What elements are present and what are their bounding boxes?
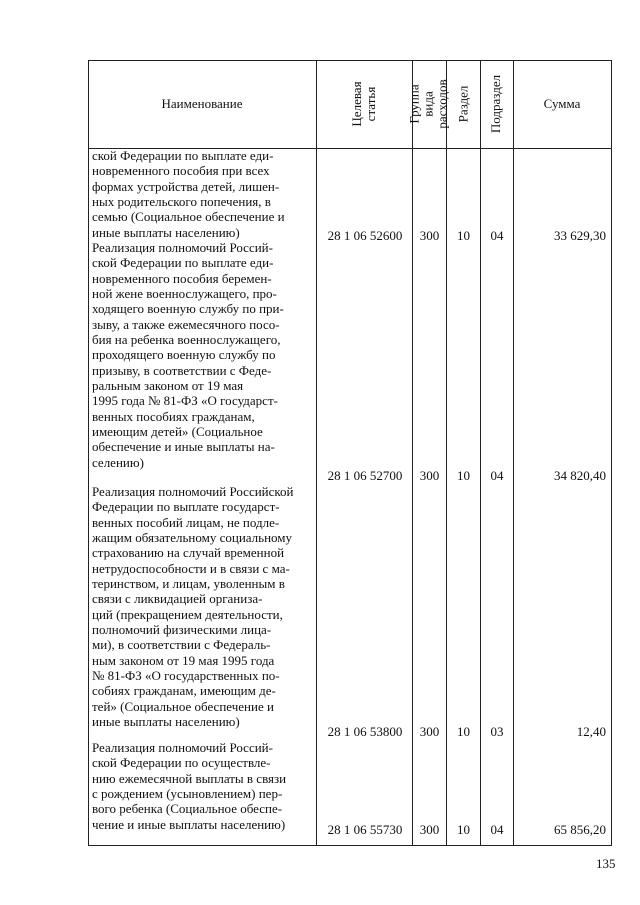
- row-amount: 65 856,20: [554, 822, 606, 837]
- row-code: 28 1 06 52600: [327, 228, 403, 243]
- row-code: 28 1 06 55730: [327, 822, 403, 837]
- header-subsection: [480, 60, 513, 148]
- row-name: Реализация полномочий Россий- ской Федерации по осуществле- нию ежемесячной выплаты в связи с рождением (усыновлением) пер- вого ребенка (Социальное обеспе- чение и иные выплаты населению): [92, 740, 287, 832]
- column-divider: [316, 60, 317, 846]
- header-name: Наименование: [161, 96, 243, 111]
- row-name: Реализация полномочий Россий- ской Федерации по выплате еди- новременного пособия беремен- ной жене военнослужащего, про- ходящего военную службу по при- зыву, а также ежемесячного посо- бия на ребенка военнослужащего, проходящего военную службу по призыву, в соответствии с Феде- ральным законом от 19 мая 1995 года № 81-ФЗ «О государст- венных пособиях гражданам, имеющим детей» (Социальное обеспечение и иные выплаты на- селению): [92, 240, 284, 470]
- row-section: 10: [457, 724, 470, 739]
- row-amount: 33 629,30: [554, 228, 606, 243]
- row-amount: 34 820,40: [554, 468, 606, 483]
- row-group: 300: [419, 724, 440, 739]
- row-subsection: 04: [490, 228, 504, 243]
- row-amount: 12,40: [576, 724, 606, 739]
- column-divider: [88, 60, 89, 846]
- header-expense-group-label: Группа вида расходов: [407, 79, 450, 129]
- row-name: Реализация полномочий Российской Федерации по выплате государст- венных пособий лицам, не подле- жащим обязательному социальному страхованию на случай временной нетрудоспособности и в связи с ма- теринством, и лицам, уволенным в связи с ликвидацией организа- ций (прекращением деятельности, полномочий физическими лица- ми), в соответствии с Федераль- ным законом от 19 мая 1995 года № 81-ФЗ «О государственных по- собиях гражданам, имеющим де- тей» (Социальное обеспечение и иные выплаты населению): [92, 484, 294, 730]
- header-target-article-label: Целевая статья: [349, 81, 378, 127]
- header-subsection-label: Подраздел: [488, 74, 504, 134]
- row-code: 28 1 06 52700: [327, 468, 403, 483]
- table-bottom-border: [88, 845, 612, 846]
- row-section: 10: [457, 228, 470, 243]
- header-section-label: Раздел: [455, 85, 470, 123]
- row-subsection: 04: [490, 468, 504, 483]
- row-section: 10: [457, 468, 470, 483]
- header-target-article: [316, 60, 412, 148]
- column-divider: [611, 60, 612, 846]
- row-group: 300: [419, 822, 440, 837]
- row-group: 300: [419, 228, 440, 243]
- header-section: [446, 60, 480, 148]
- row-group: 300: [419, 468, 440, 483]
- row-subsection: 03: [490, 724, 504, 739]
- row-section: 10: [457, 822, 470, 837]
- row-subsection: 04: [490, 822, 504, 837]
- row-name: ской Федерации по выплате еди- новременного пособия при всех формах устройства детей, лишен- ных родительского попечения, в семью (Социальное обеспечение и иные выплаты населению): [92, 148, 285, 240]
- header-expense-group: [407, 60, 450, 148]
- page-number: 135: [596, 856, 616, 871]
- header-amount: Сумма: [543, 96, 581, 111]
- row-code: 28 1 06 53800: [327, 724, 403, 739]
